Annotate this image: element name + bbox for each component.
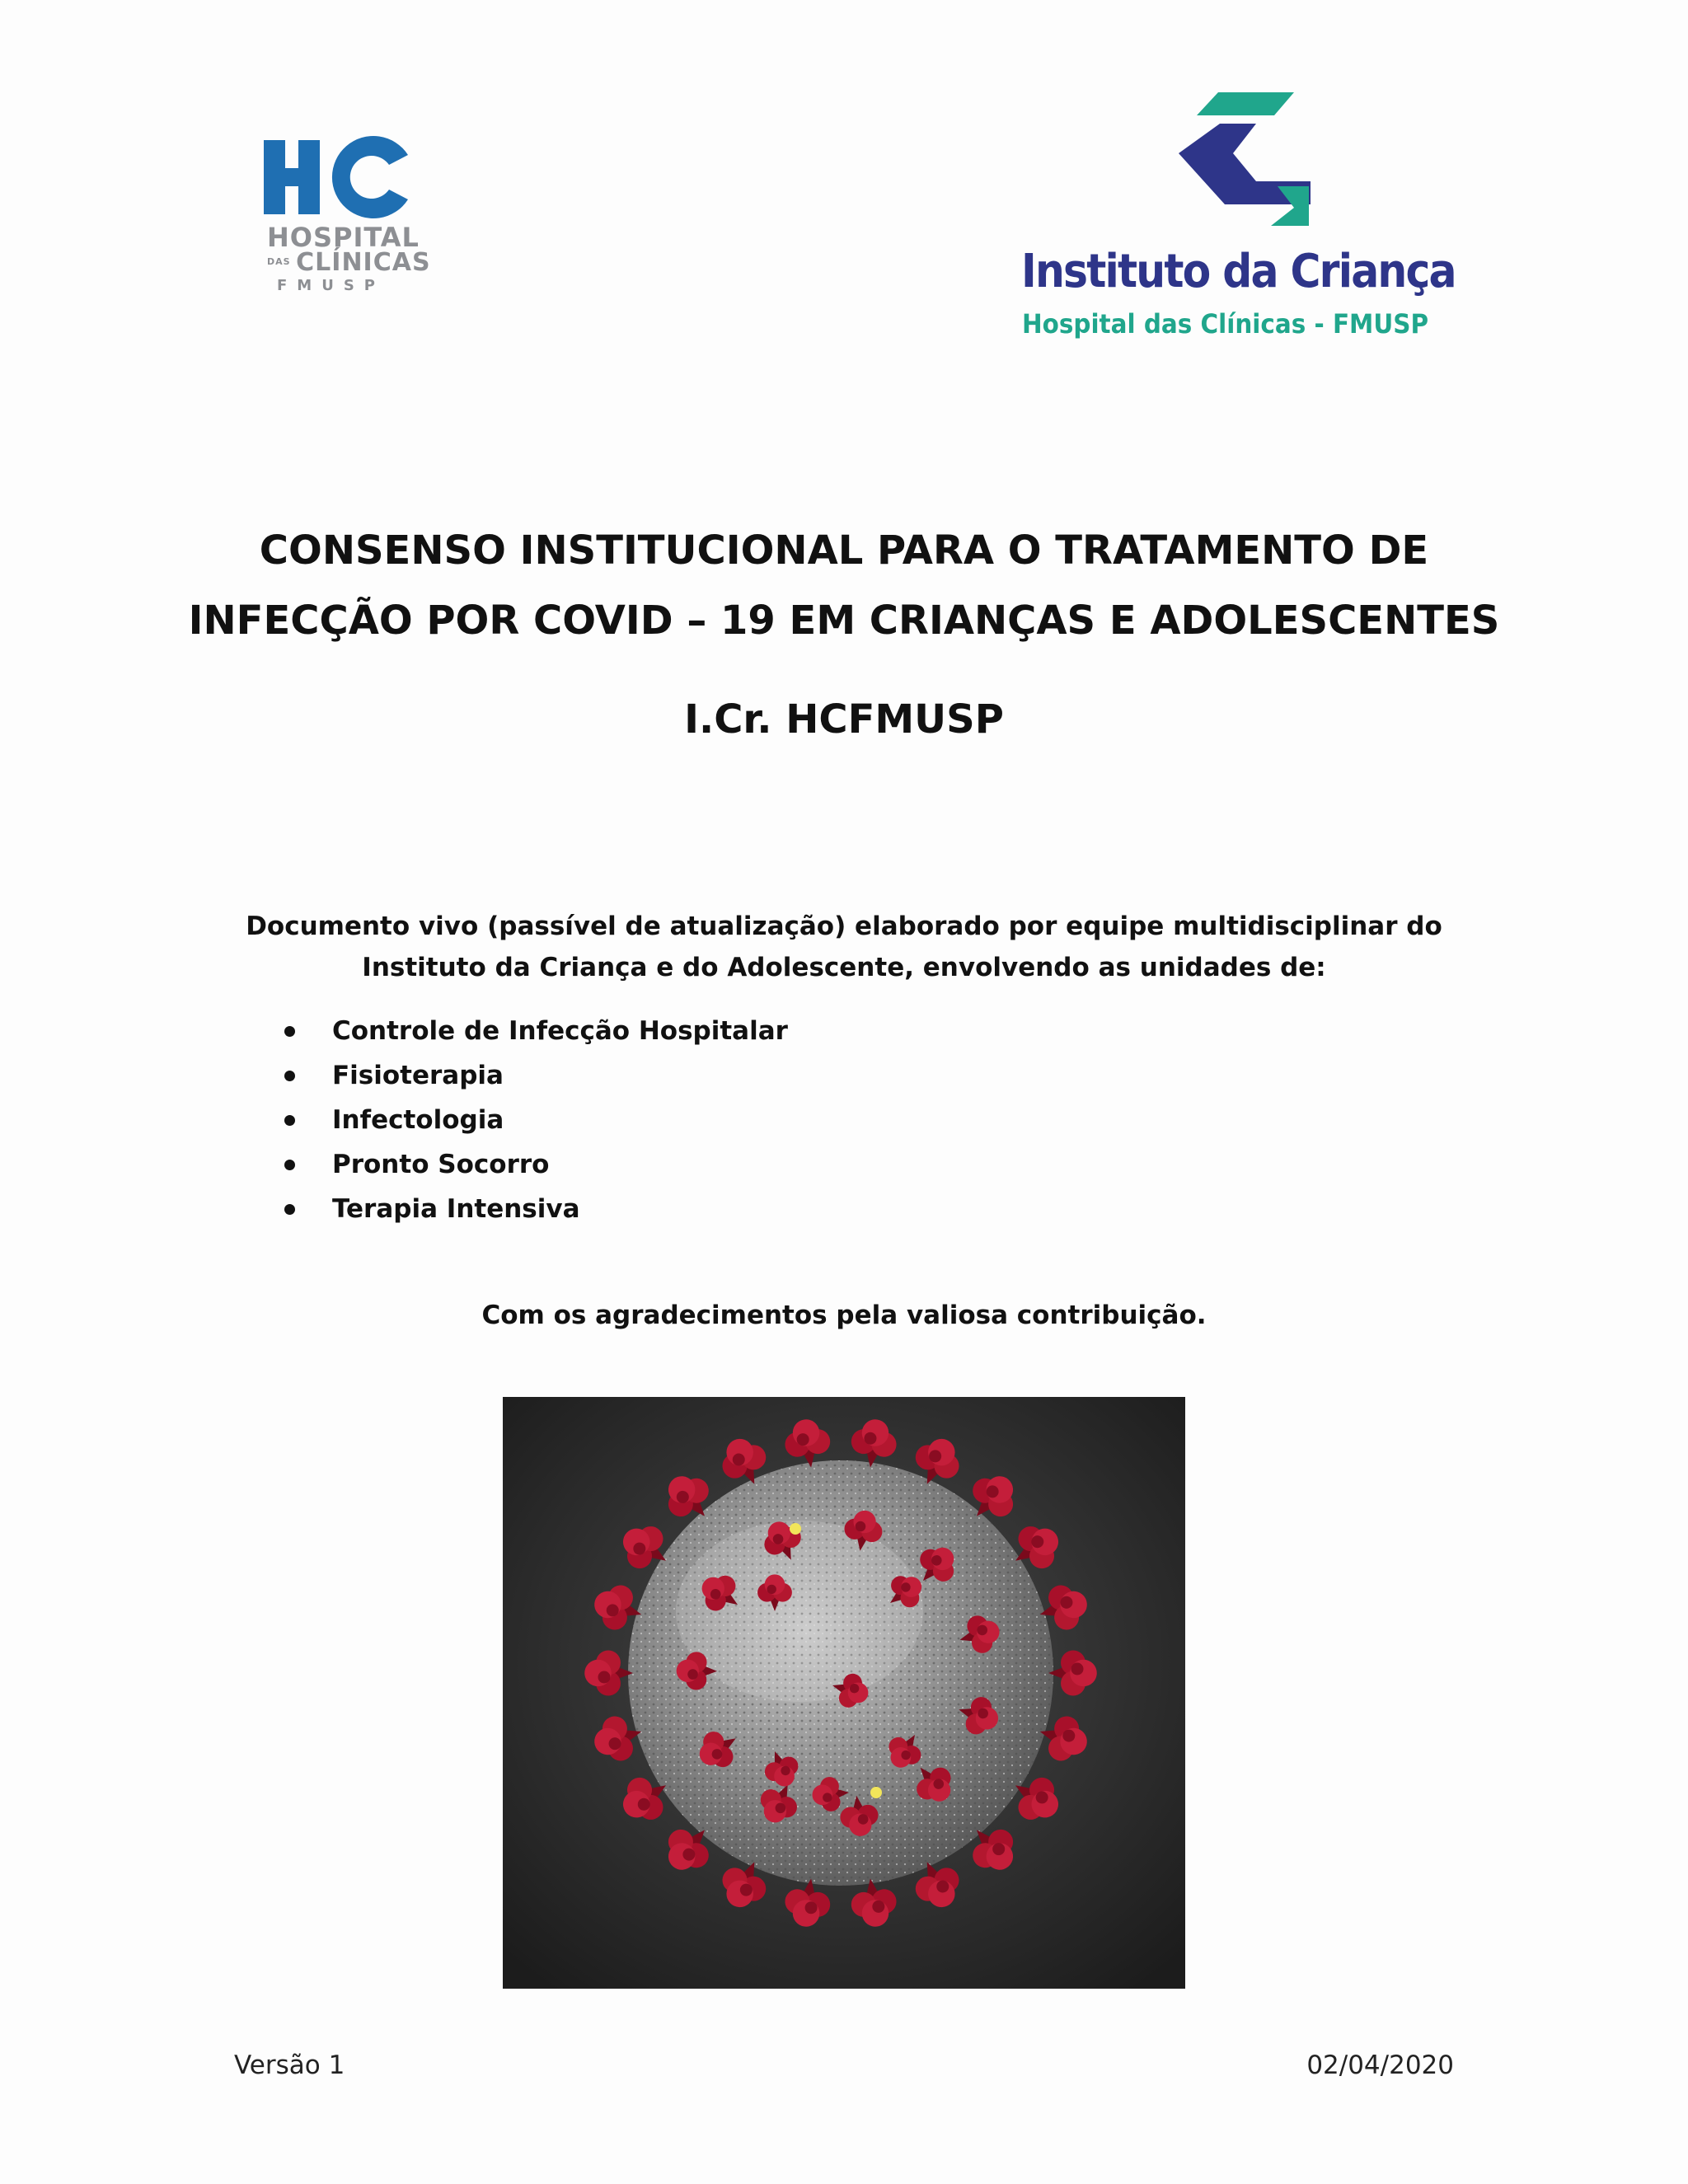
hc-logo-fmusp: FMUSP — [277, 277, 385, 294]
hc-logo-mark — [264, 132, 412, 223]
list-item — [280, 1142, 788, 1187]
units-list — [280, 1009, 788, 1231]
unit-label: Terapia Intensiva — [332, 1194, 580, 1224]
list-item — [280, 1009, 788, 1053]
document-title-institution: I.Cr. HCFMUSP — [684, 696, 1004, 743]
list-item — [280, 1053, 788, 1098]
document-date: 02/04/2020 — [1306, 2050, 1454, 2080]
list-item — [280, 1187, 788, 1231]
document-title-line2: INFECÇÃO POR COVID – 19 EM CRIANÇAS E ADOLESCENTES — [188, 598, 1500, 644]
document-title-line1: CONSENSO INSTITUCIONAL PARA O TRATAMENTO DE — [259, 527, 1429, 574]
document-description: Documento vivo (passível de atualização) elaborado por equipe multidisciplinar do Instituto da Criança e do Adolescente, envolvendo as unidades de: — [246, 912, 1442, 982]
unit-label: Controle de Infecção Hospitalar — [332, 1016, 788, 1046]
acknowledgement-text: Com os agradecimentos pela valiosa contribuição. — [481, 1301, 1207, 1330]
bullet-icon — [284, 1204, 295, 1215]
hc-logo-hospital: HOSPITAL — [267, 222, 420, 253]
document-version: Versão 1 — [234, 2050, 345, 2080]
bullet-icon — [284, 1115, 295, 1126]
unit-label: Fisioterapia — [332, 1061, 504, 1090]
bullet-icon — [284, 1026, 295, 1037]
instituto-crianca-logo — [1018, 92, 1463, 348]
icr-logo-mark — [1170, 92, 1311, 228]
coronavirus-illustration — [503, 1397, 1185, 1989]
unit-label: Infectologia — [332, 1105, 504, 1135]
hc-logo-text — [267, 224, 431, 293]
unit-label: Pronto Socorro — [332, 1150, 550, 1179]
hc-hospital-logo — [264, 132, 431, 297]
hc-logo-das: DAS — [267, 256, 291, 267]
icr-logo-name: Instituto da Criança — [1021, 245, 1456, 298]
hc-logo-clinicas: CLÍNICAS — [296, 248, 431, 277]
list-item — [280, 1098, 788, 1142]
icr-logo-subtitle: Hospital das Clínicas - FMUSP — [1022, 308, 1429, 340]
bullet-icon — [284, 1160, 295, 1170]
bullet-icon — [284, 1071, 295, 1081]
